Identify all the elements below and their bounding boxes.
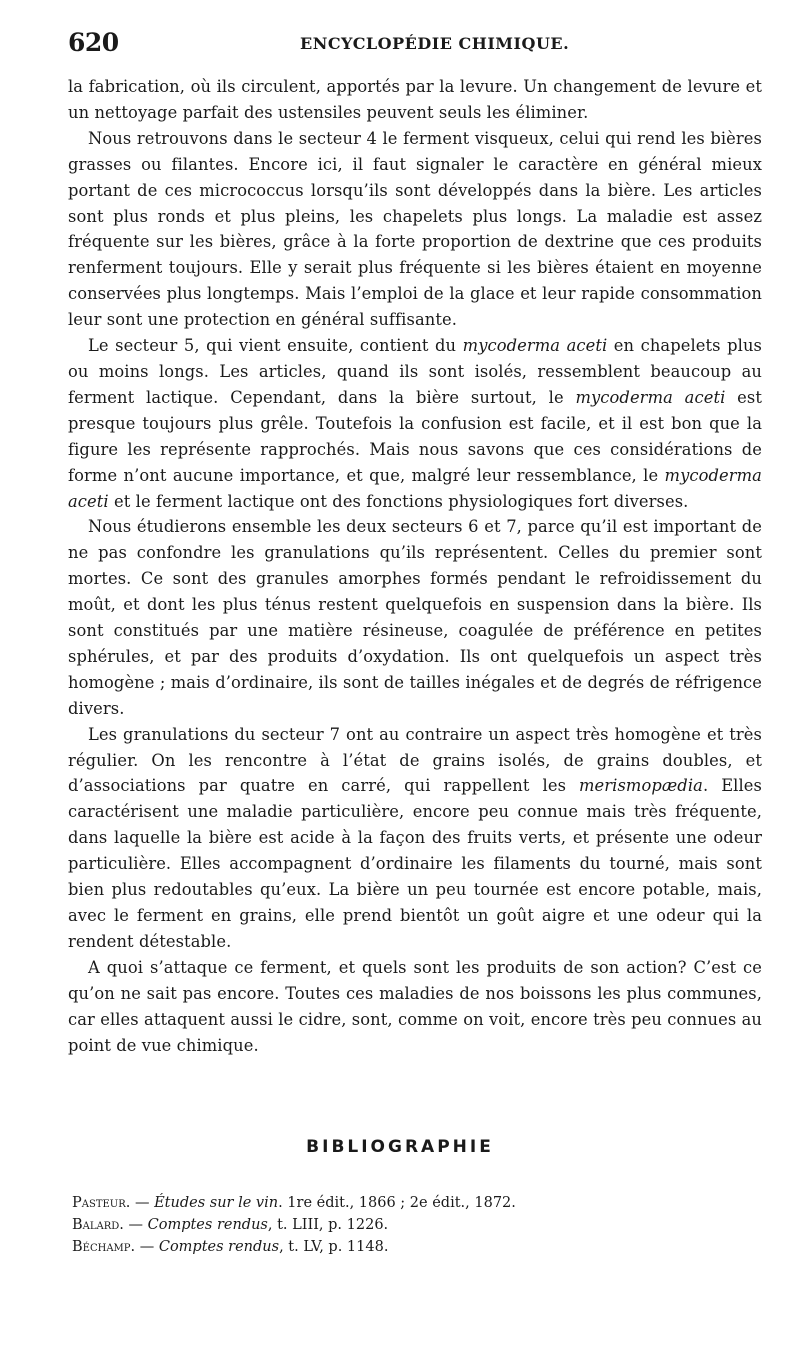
italic-term: Études sur le vin: [154, 1195, 279, 1211]
text-run: Nous étudierons ensemble les deux secteurs 6 et 7, parce qu’il est important de ne pas confondre les granulations qu’ils représentent. Celles du premier sont mortes. Ce sont des granules amorphes formés pendant le refroidissement du moût, et dont les plus ténus restent quelquefois en suspension dans la bière. Ils sont constitués par une matière résineuse, coagulée de préférence en petites sphérules, et par des produits d’oxydation. Ils ont quelquefois un aspect très homogène ; mais d’ordinaire, ils sont de tailles inégales et de degrés de réfrigence divers.: [68, 517, 762, 718]
text-run: est presque toujours plus grêle. Toutefois la confusion est facile, et il est bon que la figure les représente rapprochés. Mais nous savons que ces considérations de forme n’ont aucune importance, et que, malgré leur ressemblance, le: [68, 387, 763, 485]
text-run: Le secteur 5, qui vient ensuite, contient du: [88, 336, 463, 356]
paragraph: [68, 126, 762, 333]
paragraph: [68, 514, 762, 721]
italic-term: Comptes rendus: [147, 1217, 268, 1233]
body-text: [68, 74, 762, 1058]
text-run: . Elles caractérisent une maladie particulière, encore peu connue mais très fréquente, dans laquelle la bière est acide à la façon des fruits verts, et présente une odeur particulière. Elles accompagnent d’ordinaire les filaments du tourné, mais sont bien plus redoutables qu’eux. La bière un peu tournée est encore potable, mais, avec le ferment en grains, elle prend bientôt un goût aigre et une odeur qui la rendent détestable.: [68, 776, 762, 951]
author-name: Pasteur: [72, 1195, 126, 1211]
text-run: . —: [119, 1217, 148, 1233]
bibliography-heading: BIBLIOGRAPHIE: [306, 1137, 494, 1157]
author-name: Béchamp: [72, 1239, 131, 1255]
paragraph: [68, 74, 762, 126]
italic-term: mycoderma aceti: [575, 387, 726, 407]
page-header: [68, 28, 768, 60]
paragraph: [68, 955, 762, 1059]
bibliography-entry: [72, 1214, 762, 1236]
running-title: ENCYCLOPÉDIE CHIMIQUE.: [300, 34, 570, 53]
text-run: Nous retrouvons dans le secteur 4 le ferment visqueux, celui qui rend les bières grasses ou filantes. Encore ici, il faut signaler le caractère en général mieux portant de ces micrococcus lorsqu’ils sont développés dans la bière. Les articles sont plus ronds et plus pleins, les chapelets plus longs. La maladie est assez fréquente sur les bières, grâce à la forte proportion de dextrine que ces produits renferment toujours. Elle y serait plus fréquente si les bières étaient en moyenne conservées plus longtemps. Mais l’emploi de la glace et leur rapide consommation leur sont une protection en général suffisante.: [68, 128, 762, 330]
page-number: 620: [68, 28, 119, 57]
text-run: en chapelets plus ou moins longs. Les articles, quand ils sont isolés, ressemblent beaucoup au ferment lactique. Cependant, dans la bière surtout, le: [68, 336, 763, 407]
italic-term: mycoderma aceti: [462, 336, 608, 356]
text-run: . 1re édit., 1866 ; 2e édit., 1872.: [278, 1195, 516, 1211]
italic-term: Comptes rendus: [158, 1239, 280, 1255]
text-run: A quoi s’attaque ce ferment, et quels sont les produits de son action? C’est ce qu’on ne sait pas encore. Toutes ces maladies de nos boissons les plus communes, car elles attaquent aussi le cidre, sont, comme on voit, encore très peu connues au point de vue chimique.: [68, 957, 762, 1055]
author-name: Balard: [72, 1217, 120, 1233]
text-run: et le ferment lactique ont des fonctions physiologiques fort diverses.: [108, 491, 689, 511]
bibliography-entry: [72, 1192, 762, 1214]
italic-term: merismopædia: [579, 776, 703, 796]
paragraph: [68, 333, 762, 514]
italic-term: mycoderma aceti: [68, 465, 762, 511]
text-run: la fabrication, où ils circulent, apportés par la levure. Un changement de levure et un nettoyage parfait des ustensiles peuvent seuls les éliminer.: [68, 77, 762, 122]
paragraph: [68, 722, 762, 955]
text-run: . —: [130, 1239, 159, 1255]
bibliography-list: [72, 1192, 762, 1258]
text-run: . —: [125, 1195, 155, 1211]
bibliography-entry: [72, 1236, 762, 1258]
text-run: , t. LIII, p. 1226.: [267, 1217, 389, 1233]
text-run: , t. LV, p. 1148.: [279, 1239, 389, 1255]
text-run: Les granulations du secteur 7 ont au contraire un aspect très homogène et très régulier. On les rencontre à l’état de grains isolés, de grains doubles, et d’associations par quatre en carré, qui rappellent les: [68, 724, 762, 796]
